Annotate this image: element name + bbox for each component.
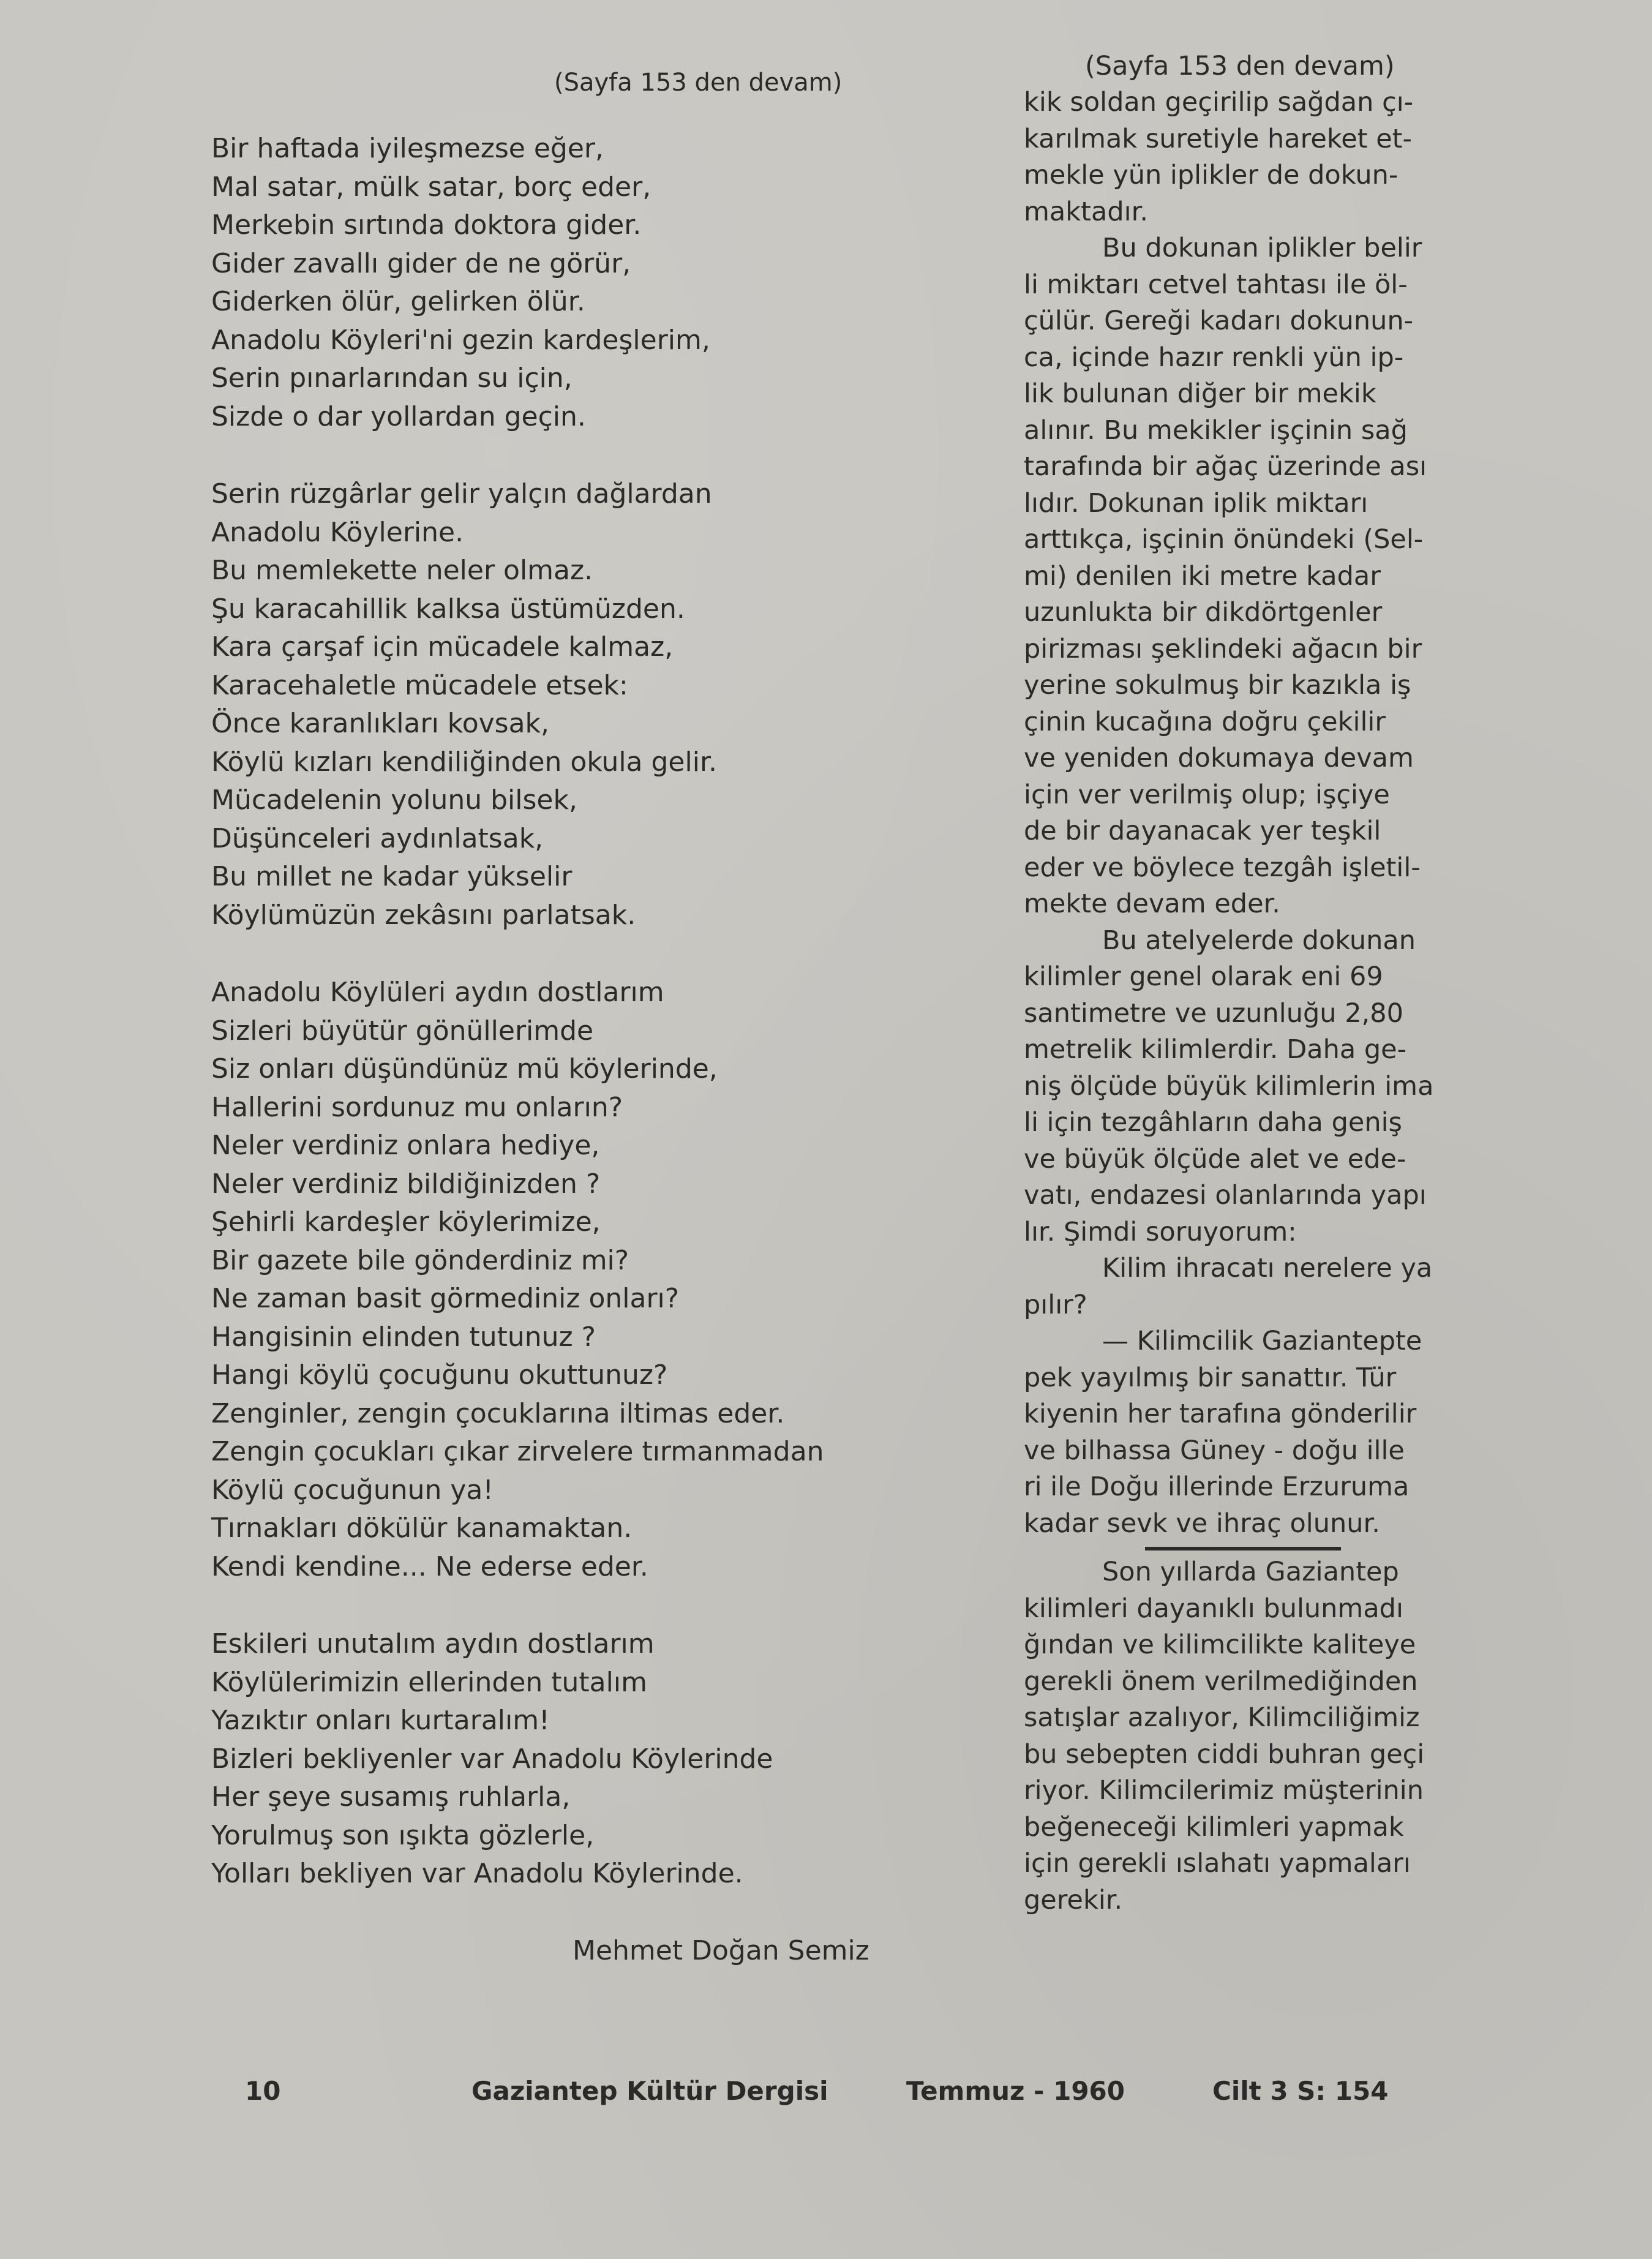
article-line: alınır. Bu mekikler işçinin sağ: [1024, 415, 1408, 446]
article-line: ri ile Doğu illerinde Erzuruma: [1024, 1472, 1410, 1502]
article-line: gerekli önem verilmediğinden: [1024, 1666, 1418, 1697]
article-line: ve bilhassa Güney - doğu ille: [1024, 1435, 1405, 1466]
issue-number: Cilt 3 S: 154: [1212, 2076, 1389, 2106]
article-line: riyor. Kilimcilerimiz müşterinin: [1024, 1775, 1424, 1806]
poem-line: Sizde o dar yollardan geçin.: [211, 400, 586, 432]
poem-stanza: [211, 1625, 903, 1893]
poem-line: Serin rüzgârlar gelir yalçın dağlardan: [211, 478, 712, 509]
article-line: Son yıllarda Gaziantep: [1102, 1557, 1399, 1587]
poem-line: Zenginler, zengin çocuklarına iltimas eder.: [211, 1397, 785, 1429]
article-line: Kilim ihracatı nerelere ya: [1102, 1253, 1433, 1284]
poem-line: Anadolu Köylüleri aydın dostlarım: [211, 977, 664, 1008]
article-line: li için tezgâhların daha geniş: [1024, 1107, 1402, 1138]
poem-line: Köylülerimizin ellerinden tutalım: [211, 1666, 647, 1698]
poem-line: Düşünceleri aydınlatsak,: [211, 822, 544, 854]
article-line: karılmak suretiyle hareket et-: [1024, 123, 1413, 154]
article-line: kik soldan geçirilip sağdan çı-: [1024, 87, 1414, 118]
article-paragraph: [1024, 85, 1489, 230]
poem-line: Şehirli kardeşler köylerimize,: [211, 1206, 601, 1238]
article-line: kilimler genel olarak eni 69: [1024, 961, 1383, 992]
poem-line: Serin pınarlarından su için,: [211, 363, 573, 394]
article-line: eder ve böylece tezgâh işletil-: [1024, 852, 1421, 883]
poem-line: Yazıktır onları kurtaralım!: [211, 1705, 550, 1736]
article-line: ca, içinde hazır renkli yün ip-: [1024, 342, 1404, 373]
poem-line: Neler verdiniz bildiğinizden ?: [211, 1168, 601, 1200]
article-line: pek yayılmış bir sanattır. Tür: [1024, 1362, 1397, 1393]
article-line: — Kilimcilik Gaziantepte: [1102, 1326, 1422, 1356]
poem-line: Bizleri bekliyenler var Anadolu Köylerinde: [211, 1743, 773, 1775]
article-line: maktadır.: [1024, 196, 1148, 227]
article-line: lik bulunan diğer bir mekik: [1024, 378, 1376, 409]
poem-line: Sizleri büyütür gönüllerimde: [211, 1015, 594, 1047]
article-line: li miktarı cetvel tahtası ile öl-: [1024, 269, 1408, 300]
continuation-header: (Sayfa 153 den devam): [1085, 51, 1395, 81]
continuation-header: (Sayfa 153 den devam): [554, 69, 843, 97]
section-divider: [1145, 1547, 1341, 1550]
poem-line: Mal satar, mülk satar, borç eder,: [211, 171, 651, 203]
poem-line: Ne zaman basit görmediniz onları?: [211, 1283, 680, 1314]
article-line: mekle yün iplikler de dokun-: [1024, 160, 1399, 190]
article-line: için ver verilmiş olup; işçiye: [1024, 779, 1390, 810]
article-paragraph: [1024, 923, 1489, 1251]
poem-stanza: [211, 974, 903, 1586]
article-line: yerine sokulmuş bir kazıkla iş: [1024, 670, 1411, 701]
journal-name: Gaziantep Kültür Dergisi: [471, 2076, 828, 2106]
article-line: satışlar azalıyor, Kilimciliğimiz: [1024, 1702, 1420, 1733]
poem-body: [211, 130, 903, 1893]
article-line: ve büyük ölçüde alet ve ede-: [1024, 1143, 1406, 1175]
article-line: lıdır. Dokunan iplik miktarı: [1024, 487, 1369, 519]
article-line: gerekir.: [1024, 1884, 1123, 1915]
article-body: [1024, 85, 1489, 1919]
poem-line: Köylümüzün zekâsını parlatsak.: [211, 899, 636, 931]
poem-line: Karacehaletle mücadele etsek:: [211, 669, 628, 701]
poem-line: Kara çarşaf için mücadele kalmaz,: [211, 631, 674, 663]
poem-line: Neler verdiniz onlara hediye,: [211, 1130, 600, 1161]
article-line: arttıkça, işçinin önündeki (Sel-: [1024, 524, 1424, 555]
poem-line: Giderken ölür, gelirken ölür.: [211, 286, 585, 317]
article-paragraph: [1024, 1554, 1489, 1919]
article-line: bu sebepten ciddi buhran geçi: [1024, 1738, 1425, 1770]
poem-line: Her şeye susamış ruhlarla,: [211, 1781, 571, 1813]
poem-line: Hangisinin elinden tutunuz ?: [211, 1321, 596, 1353]
article-line: vatı, endazesi olanlarında yapı: [1024, 1180, 1427, 1211]
article-line: de bir dayanacak yer teşkil: [1024, 816, 1381, 846]
article-line: için gerekli ıslahatı yapmaları: [1024, 1848, 1411, 1879]
article-line: tarafında bir ağaç üzerinde ası: [1024, 451, 1427, 482]
poem-line: Kendi kendine... Ne ederse eder.: [211, 1550, 648, 1582]
article-line: mi) denilen iki metre kadar: [1024, 560, 1381, 592]
article-line: lır. Şimdi soruyorum:: [1024, 1216, 1297, 1247]
article-line: santimetre ve uzunluğu 2,80: [1024, 998, 1403, 1029]
poem-line: Bu millet ne kadar yükselir: [211, 861, 573, 892]
article-line: mekte devam eder.: [1024, 889, 1280, 919]
article-line: ve yeniden dokumaya devam: [1024, 743, 1414, 773]
article-line: uzunlukta bir dikdörtgenler: [1024, 597, 1383, 628]
poem-line: Tırnakları dökülür kanamaktan.: [211, 1513, 633, 1544]
article-line: ğından ve kilimcilikte kaliteye: [1024, 1629, 1416, 1660]
poem-line: Önce karanlıkları kovsak,: [211, 708, 550, 739]
article-paragraph: [1024, 230, 1489, 923]
article-line: Bu dokunan iplikler belir: [1102, 233, 1422, 263]
poem-line: Şu karacahillik kalksa üstümüzden.: [211, 593, 685, 625]
poem-line: Eskileri unutalım aydın dostlarım: [211, 1628, 655, 1659]
poem-line: Köylü çocuğunun ya!: [211, 1474, 494, 1506]
article-line: kilimleri dayanıklı bulunmadı: [1024, 1593, 1403, 1624]
poem-line: Hallerini sordunuz mu onların?: [211, 1091, 623, 1123]
page-number: 10: [245, 2076, 281, 2106]
article-paragraph: [1024, 1250, 1489, 1323]
poem-line: Gider zavallı gider de ne görür,: [211, 247, 631, 279]
poem-stanza: [211, 475, 903, 934]
article-line: Bu atelyelerde dokunan: [1102, 925, 1416, 956]
poem-line: Zengin çocukları çıkar zirvelere tırmanmadan: [211, 1436, 824, 1467]
poem-stanza: [211, 130, 903, 436]
article-line: çinin kucağına doğru çekilir: [1024, 706, 1386, 737]
poem-line: Anadolu Köylerine.: [211, 516, 464, 548]
article-column: [1024, 48, 1489, 1919]
poem-line: Köylü kızları kendiliğinden okula gelir.: [211, 746, 717, 778]
article-line: kadar sevk ve ihraç olunur.: [1024, 1508, 1380, 1539]
poem-author: Mehmet Doğan Semiz: [573, 1934, 869, 1966]
article-line: çülür. Gereği kadarı dokunun-: [1024, 306, 1414, 336]
poem-line: Anadolu Köyleri'ni gezin kardeşlerim,: [211, 324, 710, 356]
issue-date: Temmuz - 1960: [906, 2076, 1125, 2106]
article-paragraph: [1024, 1323, 1489, 1542]
poem-line: Bir gazete bile gönderdiniz mi?: [211, 1244, 629, 1276]
poem-line: Yorulmuş son ışıkta gözlerle,: [211, 1819, 595, 1851]
poem-line: Bir haftada iyileşmezse eğer,: [211, 133, 604, 164]
poem-line: Mücadelenin yolunu bilsek,: [211, 784, 577, 816]
poem-line: Bu memlekette neler olmaz.: [211, 555, 593, 586]
article-line: niş ölçüde büyük kilimlerin ima: [1024, 1070, 1434, 1102]
poem-line: Siz onları düşündünüz mü köylerinde,: [211, 1053, 718, 1084]
page-footer: [245, 2076, 1470, 2113]
poem-line: Merkebin sırtında doktora gider.: [211, 209, 642, 241]
article-line: beğeneceği kilimleri yapmak: [1024, 1811, 1404, 1843]
article-line: pılır?: [1024, 1289, 1087, 1320]
article-line: metrelik kilimlerdir. Daha ge-: [1024, 1034, 1407, 1065]
poem-column: [211, 69, 903, 1969]
article-line: kiyenin her tarafına gönderilir: [1024, 1399, 1417, 1429]
article-line: pirizması şeklindeki ağacın bir: [1024, 633, 1422, 664]
poem-line: Hangi köylü çocuğunu okuttunuz?: [211, 1359, 668, 1391]
poem-line: Yolları bekliyen var Anadolu Köylerinde.: [211, 1858, 743, 1889]
